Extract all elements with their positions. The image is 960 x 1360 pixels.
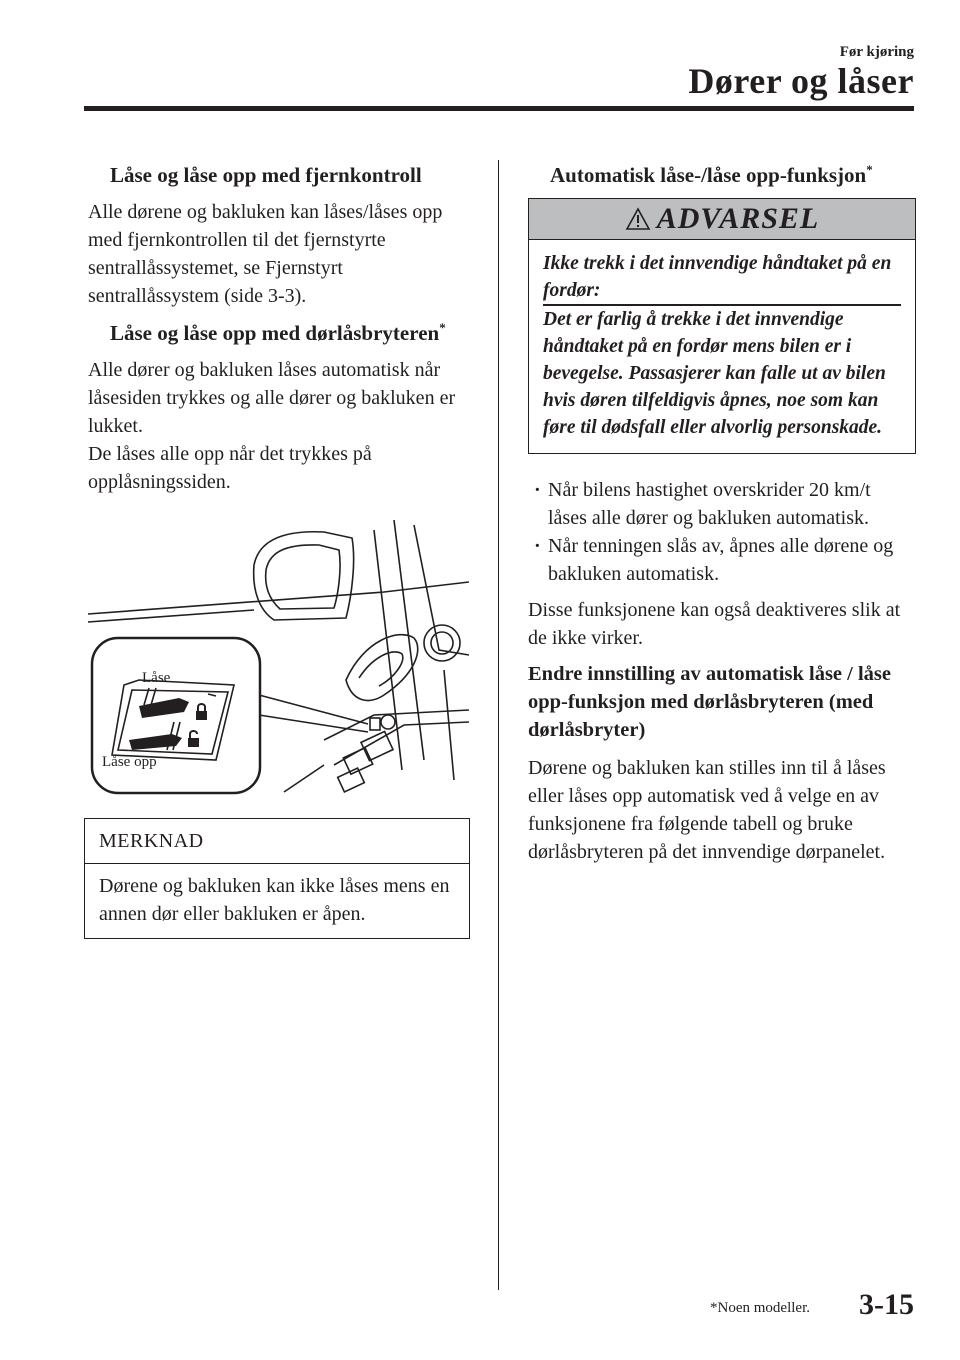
heading-door-lock-switch [88,318,470,348]
left-column [88,160,470,939]
heading-auto-lock-function [528,160,914,190]
model-marker: * [439,320,446,335]
warning-body [529,240,915,453]
note-text: Dørene og bakluken kan ikke låses mens en annen dør eller bakluken er åpen. [99,875,450,925]
paragraph-settings: Dørene og bakluken kan stilles inn til å låses eller låses opp automatisk ved å velge en av funksjonene fra følgende tabell og bruke dørlåsbryteren på det innvendige dørpanelet. [528,757,886,863]
header-rule [84,106,914,111]
paragraph-remote: Alle dørene og bakluken kan låses/låses opp med fjernkontrollen til det fjernstyrte sentrallåssystemet, se Fjernstyrt sentrallåssystem (side 3-3). [88,201,443,307]
footnote: *Noen modeller. [710,1300,810,1316]
door-switch-illustration [84,510,469,800]
heading-text: Automatisk låse-/låse opp-funksjon [550,163,867,187]
heading-change-setting: Endre innstilling av automatisk låse / låse opp-funksjon med dørlåsbryteren (med dørlåsbryter) [528,663,891,741]
bullet-list [528,476,914,588]
page-number: 3-15 [859,1288,914,1321]
note-box [84,818,470,939]
paragraph-auto-lock: Alle dører og bakluken låses automatisk når låsesiden trykkes og alle dører og bakluken er lukket. [88,359,456,437]
note-title: MERKNAD [85,819,469,864]
warning-text: Det er farlig å trekke i det innvendige håndtaket på en fordør mens bilen er i bevegelse. Passasjerer kan falle ut av bilen hvis døren tilfeldigvis åpnes, noe som kan føre til dødsfall eller alvorlig personskade. [543,309,886,438]
column-divider [498,160,499,1290]
label-unlock: Låse opp [102,754,157,770]
heading-text: Låse og låse opp med dørlåsbryteren [110,321,440,345]
warning-box [528,198,916,454]
heading-remote-lock: Låse og låse opp med fjernkontroll [110,163,422,187]
paragraph-unlock: De låses alle opp når det trykkes på opplåsningssiden. [88,443,372,493]
paragraph-deactivate: Disse funksjonene kan også deaktiveres slik at de ikke virker. [528,599,901,649]
page-title: Dører og låser [688,61,914,101]
warning-triangle-icon [625,207,651,231]
warning-lead: Ikke trekk i det innvendige håndtaket på en fordør: [543,250,901,306]
warning-title: ADVARSEL [656,202,820,235]
model-marker: * [866,162,873,177]
right-column [528,160,914,874]
header-section-label: Før kjøring [839,44,914,60]
list-item: · Når tenningen slås av, åpnes alle dørene og bakluken automatisk. [528,532,914,588]
label-lock: Låse [142,670,171,686]
list-item: · Når bilens hastighet overskrider 20 km/t låses alle dører og bakluken automatisk. [528,476,914,532]
warning-header [529,199,915,240]
